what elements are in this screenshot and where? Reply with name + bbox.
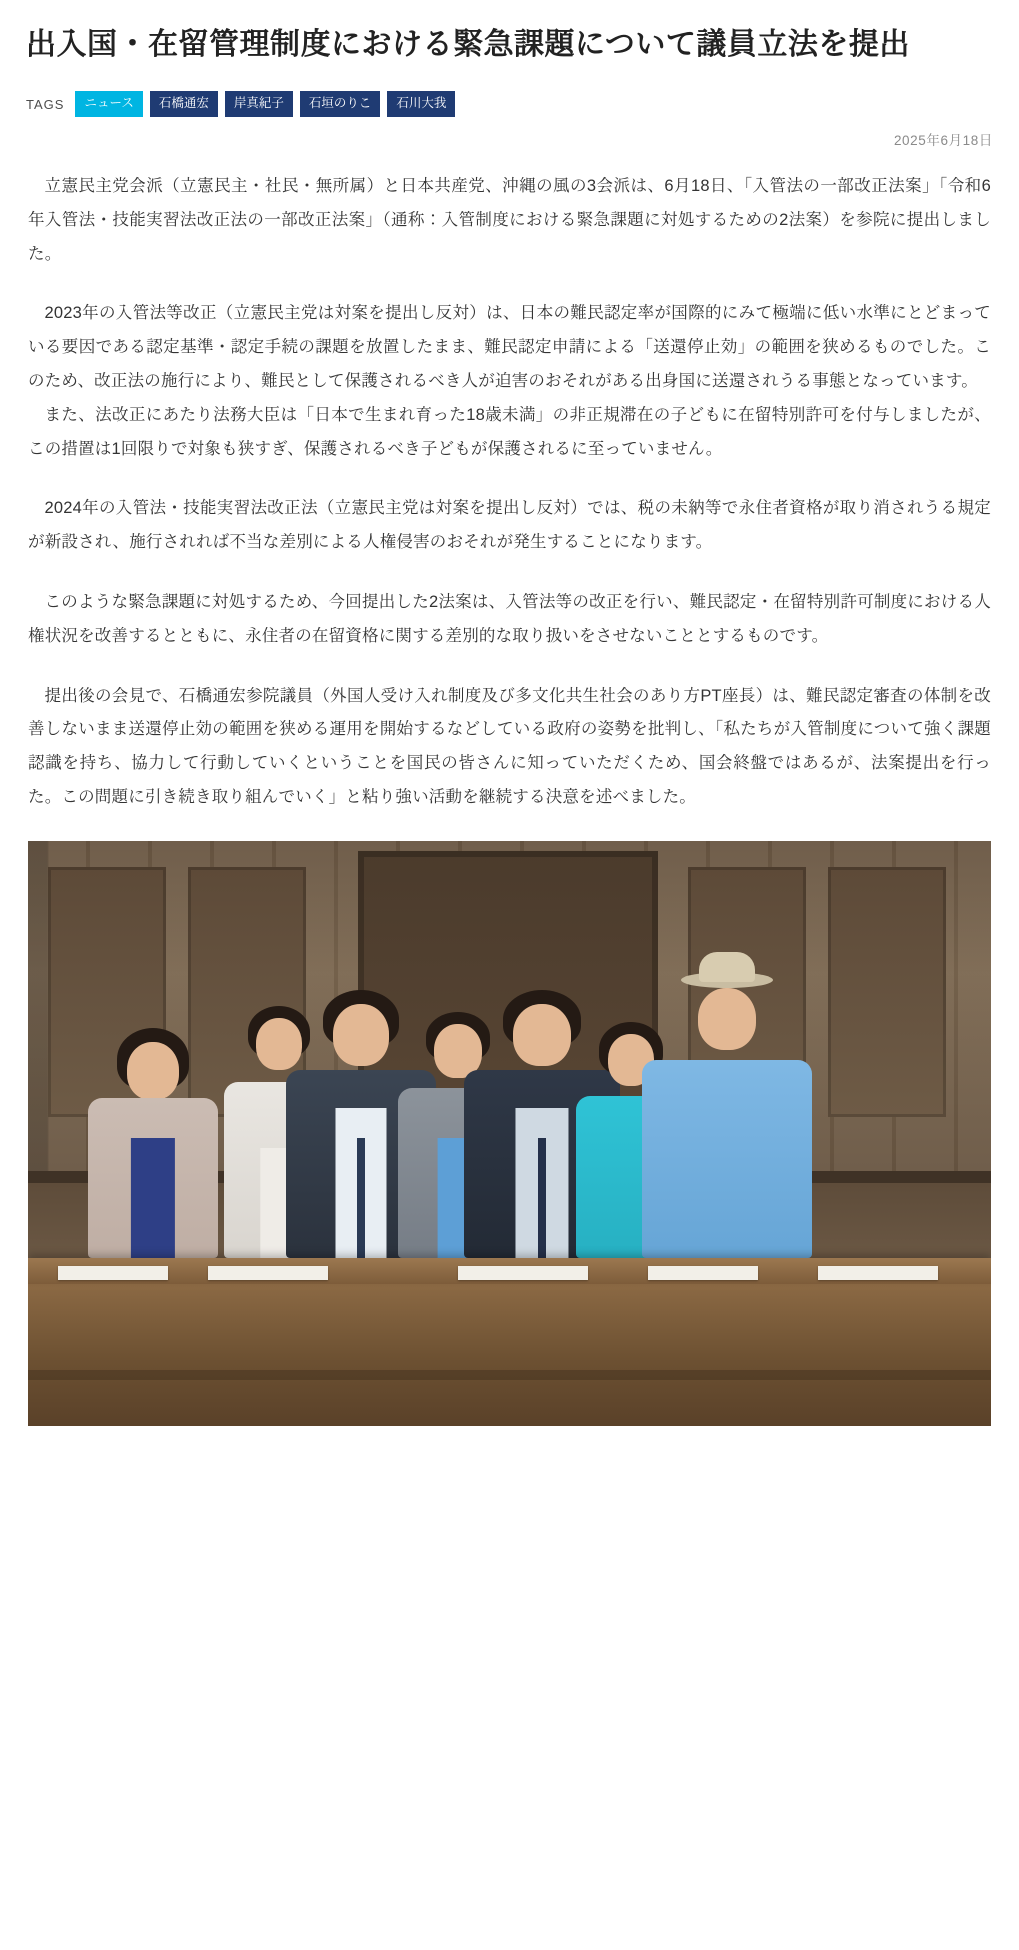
date-row bbox=[22, 129, 997, 150]
page-title: 出入国・在留管理制度における緊急課題について議員立法を提出 bbox=[26, 28, 910, 61]
tag-ishikawa-taiga[interactable]: 石川大我 bbox=[387, 91, 455, 117]
tags-label: TAGS bbox=[26, 96, 65, 112]
tag-kishi-makiko[interactable]: 岸真紀子 bbox=[225, 91, 293, 117]
photo-wall-panel-right2 bbox=[828, 867, 946, 1117]
tag-news[interactable]: ニュース bbox=[75, 91, 142, 117]
photo-wrap bbox=[28, 841, 991, 1426]
article-body bbox=[22, 170, 997, 815]
paragraph-1: 立憲民主党会派（立憲民主・社民・無所属）と日本共産党、沖縄の風の3会派は、6月18日、「入管法の一部改正法案」「令和6年入管法・技能実習法改正法の一部改正法案」（通称：入管制度における緊急課題に対処するための2法案）を参院に提出しました。 bbox=[28, 176, 991, 263]
tag-ishigaki-noriko[interactable]: 石垣のりこ bbox=[300, 91, 381, 117]
tags-row bbox=[22, 91, 997, 117]
press-conference-photo bbox=[28, 841, 991, 1426]
photo-table bbox=[28, 1258, 991, 1426]
paragraph-3: また、法改正にあたり法務大臣は「日本で生まれ育った18歳未満」の非正規滞在の子どもに在留特別許可を付与しましたが、この措置は1回限りで対象も狭すぎ、保護されるべき子どもが保護されるに至っていません。 bbox=[28, 405, 991, 458]
paragraph-6: 提出後の会見で、石橋通宏参院議員（外国人受け入れ制度及び多文化共生社会のあり方PT座長）は、難民認定審査の体制を改善しないまま送還停止効の範囲を狭める運用を開始するなどしている政府の姿勢を批判し、「私たちが入管制度について強く課題認識を持ち、協力して行動していくということを国民の皆さんに知っていただくため、国会終盤ではあるが、法案提出を行った。この問題に引き続き取り組んでいく」と粘り強い活動を継続する決意を述べました。 bbox=[28, 686, 991, 807]
person-7 bbox=[642, 972, 812, 1258]
publish-date: 2025年6月18日 bbox=[893, 132, 993, 148]
paragraph-5: このような緊急課題に対処するため、今回提出した2法案は、入管法等の改正を行い、難民認定・在留特別許可制度における人権状況を改善するとともに、永住者の在留資格に関する差別的な取り扱いをさせないこととするものです。 bbox=[28, 593, 991, 645]
paragraph-2: 2023年の入管法等改正（立憲民主党は対案を提出し反対）は、日本の難民認定率が国際的にみて極端に低い水準にとどまっている要因である認定基準・認定手続の課題を放置したまま、難民認定申請による「送還停止効」の範囲を狭めるものでした。このため、改正法の施行により、難民として保護されるべき人が迫害のおそれがある出身国に送還されうる事態となっています。 bbox=[28, 304, 991, 390]
tag-ishibashi-michihiro[interactable]: 石橋通宏 bbox=[150, 91, 218, 117]
paragraph-4: 2024年の入管法・技能実習法改正法（立憲民主党は対案を提出し反対）では、税の未納等で永住者資格が取り消されうる規定が新設され、施行されれば不当な差別による人権侵害のおそれが発生することになります。 bbox=[28, 499, 991, 552]
person-1 bbox=[88, 1028, 218, 1258]
